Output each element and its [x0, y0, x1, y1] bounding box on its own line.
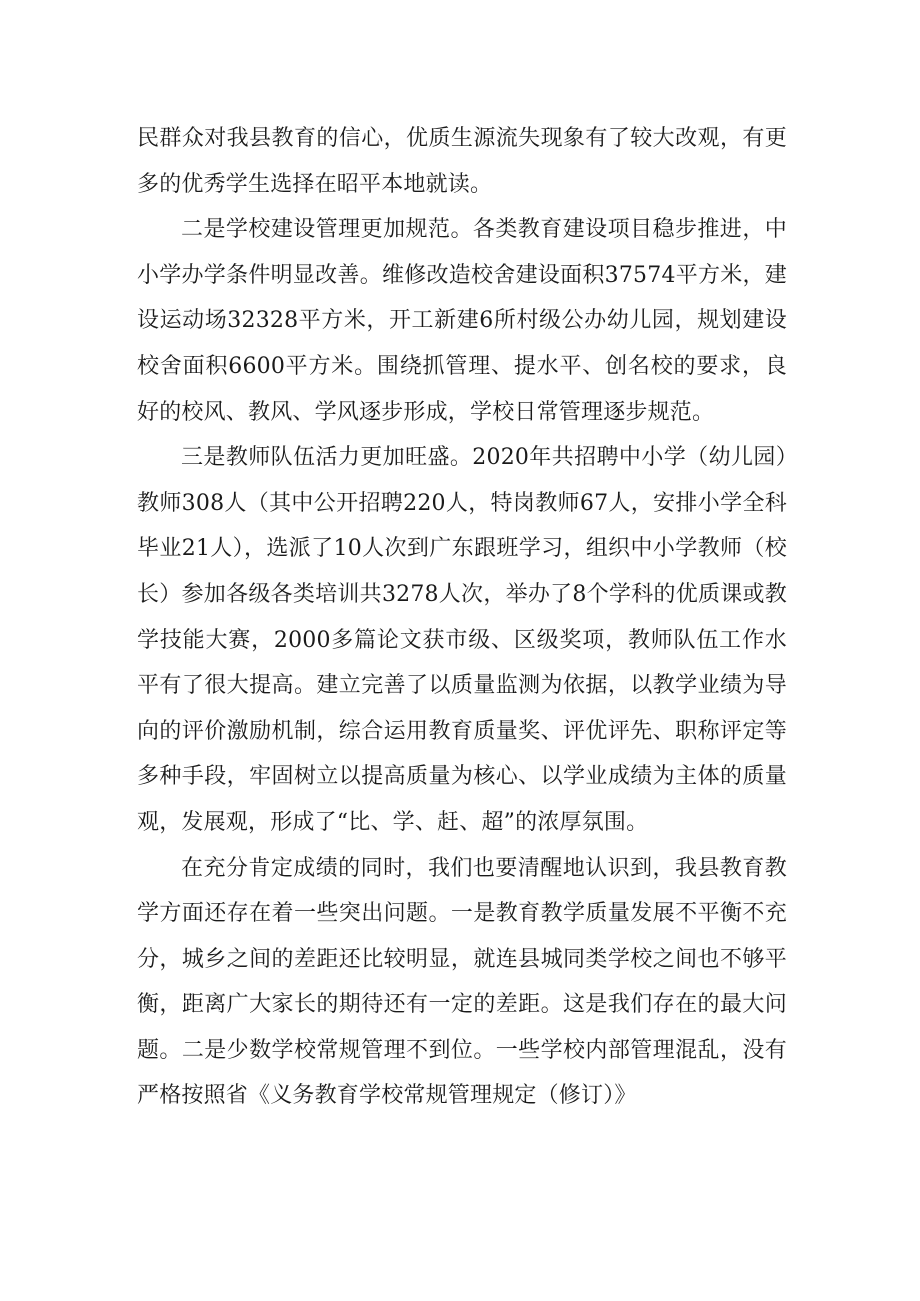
paragraph-teacher-team: 三是教师队伍活力更加旺盛。2020年共招聘中小学（幼儿园）教师308人（其中公开招聘220人，特岗教师67人，安排小学全科毕业21人），选派了10人次到广东跟班学习，组织中小学教师（校长）参加各级各类培训共3278人次，举办了8个学科的优质课或教学技能大赛，2000多篇论文获市级、区级奖项，教师队伍工作水平有了很大提高。建立完善了以质量监测为依据，以教学业绩为导向的评价激励机制，综合运用教育质量奖、评优评先、职称评定等多种手段，牢固树立以提高质量为核心、以学业成绩为主体的质量观，发展观，形成了“比、学、赶、超”的浓厚氛围。 [137, 445, 787, 835]
paragraph-continuation: 民群众对我县教育的信心，优质生源流失现象有了较大改观，有更多的优秀学生选择在昭平本地就读。 [137, 126, 787, 197]
paragraph-problems: 在充分肯定成绩的同时，我们也要清醒地认识到，我县教育教学方面还存在着一些突出问题。一是教育教学质量发展不平衡不充分，城乡之间的差距还比较明显，就连县城同类学校之间也不够平衡，距离广大家长的期待还有一定的差距。这是我们存在的最大问题。二是少数学校常规管理不到位。一些学校内部管理混乱，没有严格按照省《义务教育学校常规管理规定（修订）》 [137, 855, 787, 1109]
body-text [137, 116, 787, 1119]
paragraph-school-construction: 二是学校建设管理更加规范。各类教育建设项目稳步推进，中小学办学条件明显改善。维修改造校舍建设面积37574平方米，建设运动场32328平方米，开工新建6所村级公办幼儿园，规划建设校舍面积6600平方米。围绕抓管理、提水平、创名校的要求，良好的校风、教风、学风逐步形成，学校日常管理逐步规范。 [137, 217, 787, 425]
